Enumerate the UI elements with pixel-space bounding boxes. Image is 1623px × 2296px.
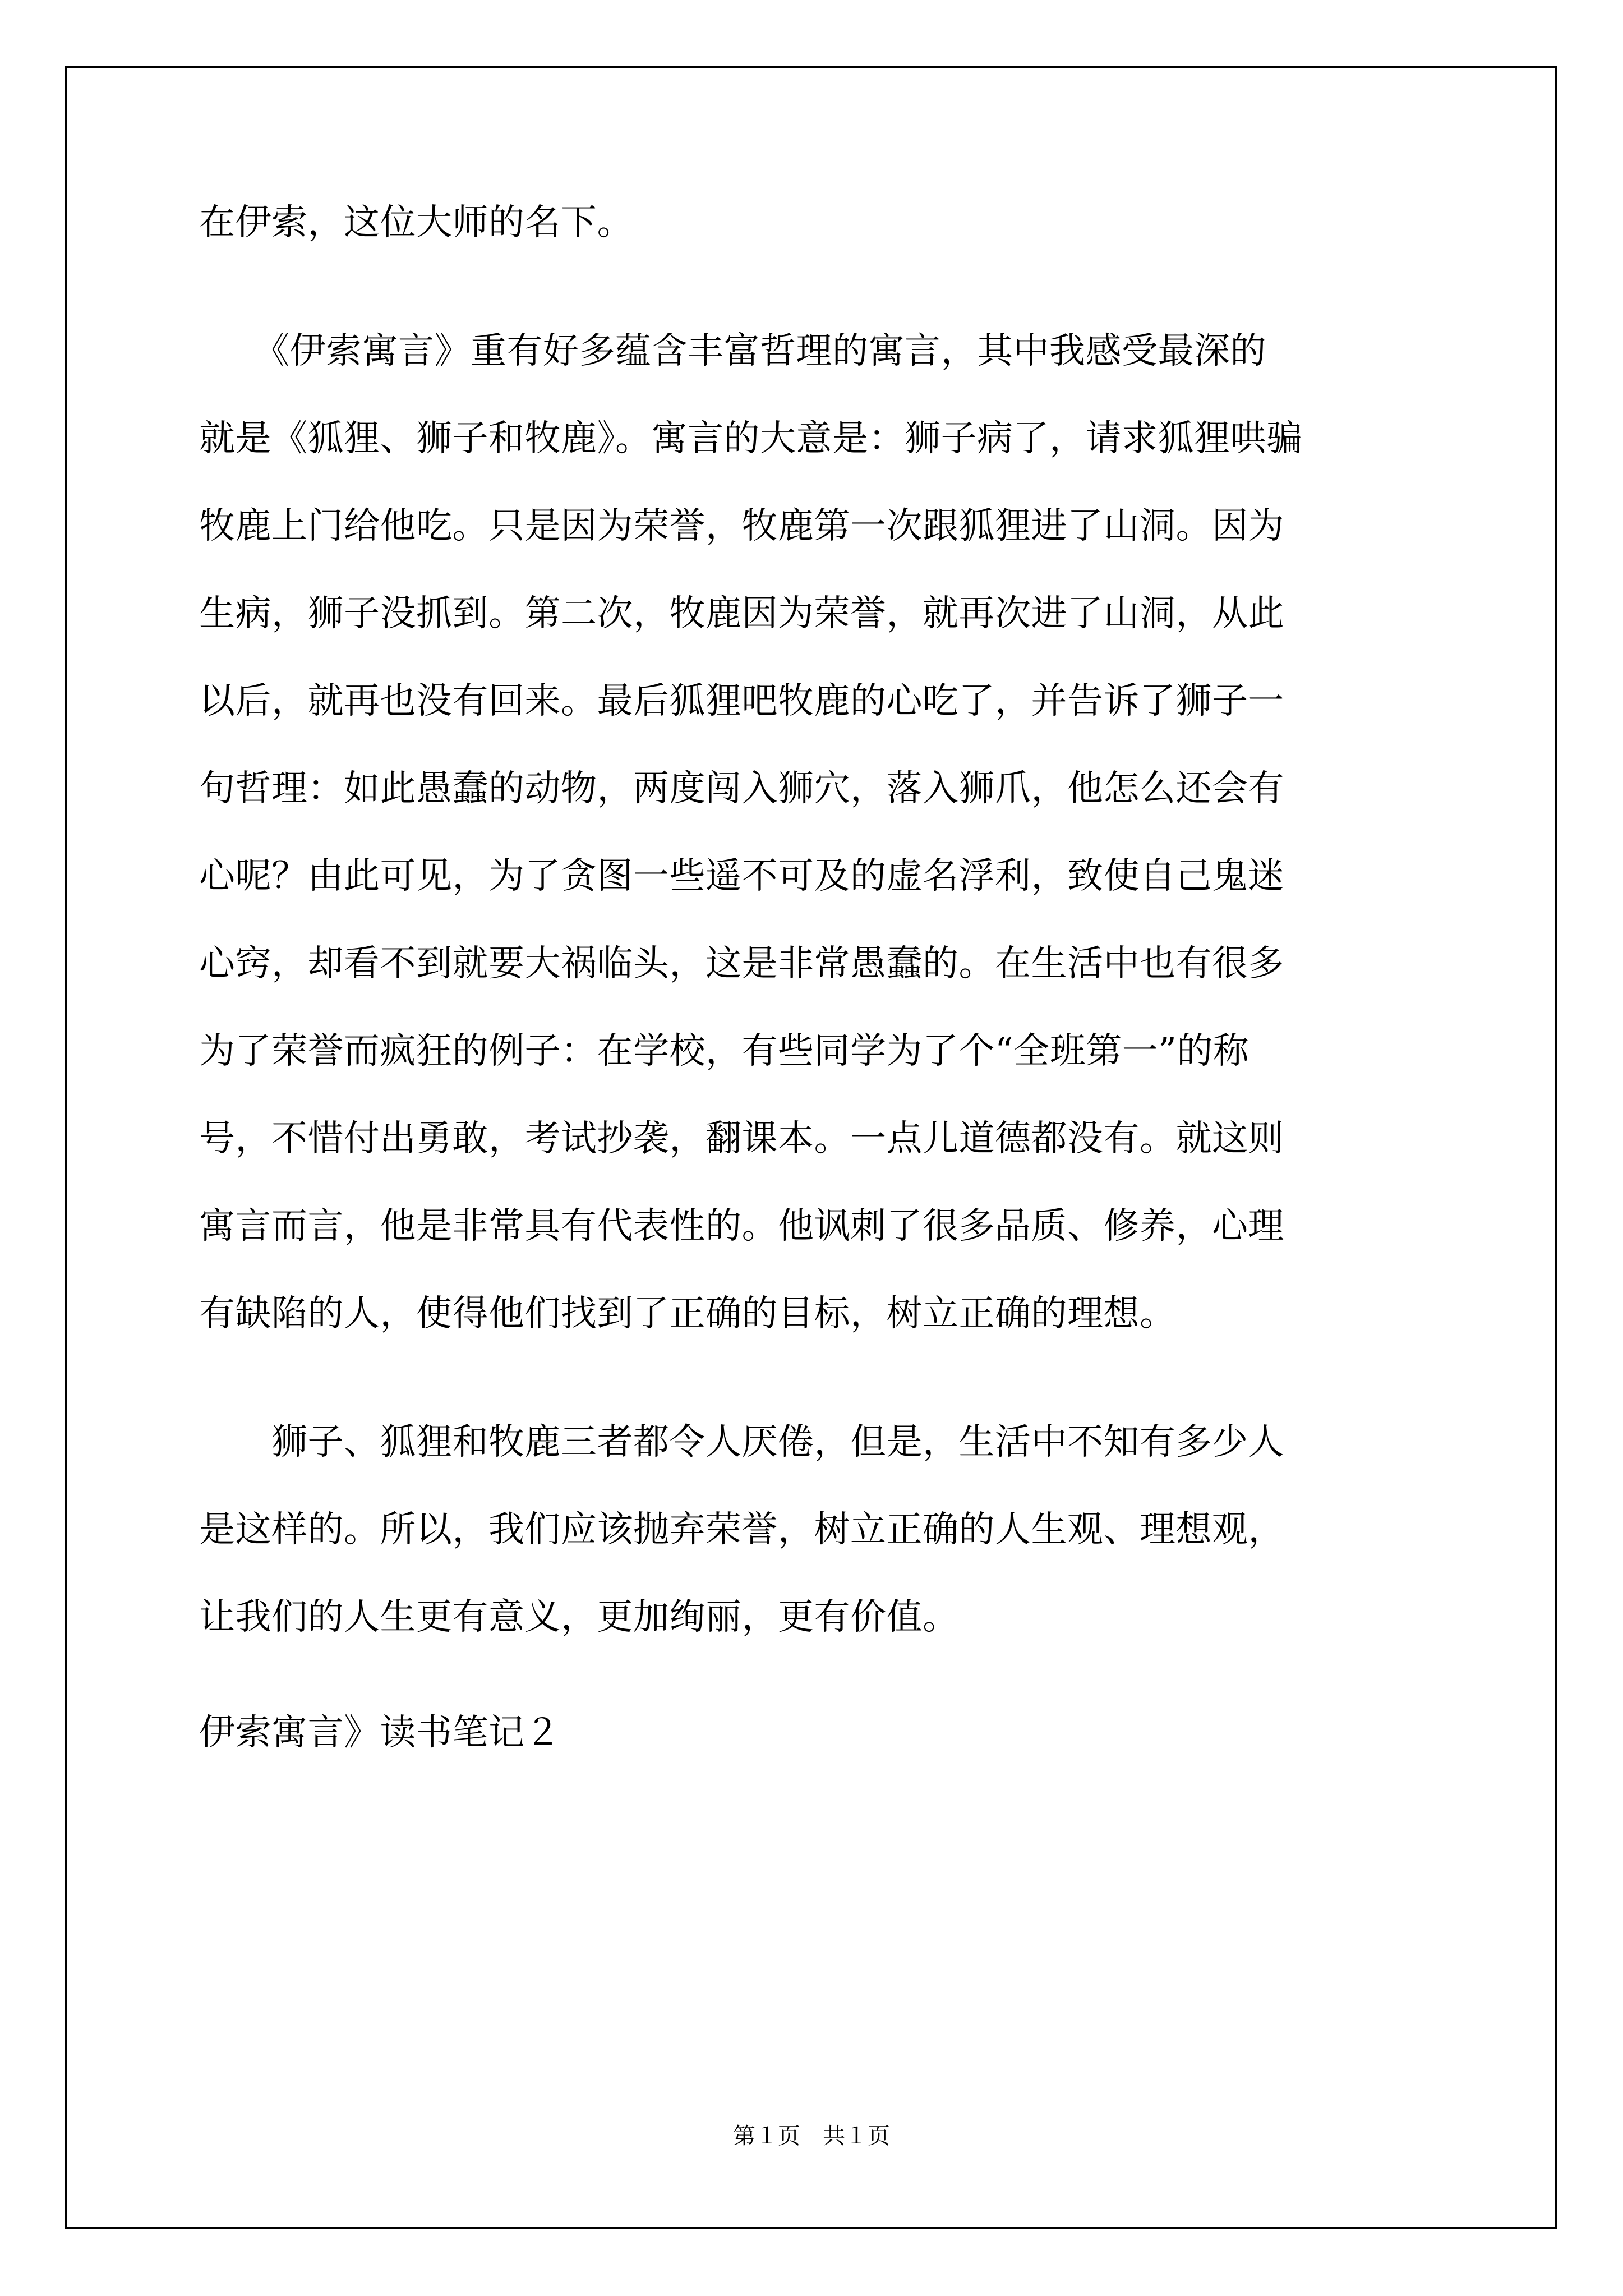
page-number-footer: 第１页 共１页: [733, 2123, 890, 2149]
text-line: 有缺陷的人，使得他们找到了正确的目标，树立正确的理想。: [199, 1293, 1176, 1335]
text-line: 心呢？由此可见，为了贪图一些遥不可及的虚名浮利，致使自己鬼迷: [199, 855, 1284, 897]
text-line: 生病，狮子没抓到。第二次，牧鹿因为荣誉，就再次进了山洞，从此: [199, 593, 1284, 634]
text-line: 是这样的。所以，我们应该抛弃荣誉，树立正确的人生观、理想观，: [199, 1509, 1284, 1550]
text-line: 句哲理：如此愚蠢的动物，两度闯入狮穴，落入狮爪，他怎么还会有: [199, 768, 1284, 809]
text-line: 就是《狐狸、狮子和牧鹿》。寓言的大意是：狮子病了，请求狐狸哄骗: [199, 418, 1303, 459]
text-line: 寓言而言，他是非常具有代表性的。他讽刺了很多品质、修养，心理: [199, 1205, 1284, 1247]
document-body: [199, 202, 1422, 1754]
text-line: 号，不惜付出勇敢，考试抄袭，翻课本。一点儿道德都没有。就这则: [199, 1118, 1284, 1159]
paragraph-start-line: 《伊索寓言》重有好多蕴含丰富哲理的寓言，其中我感受最深的: [199, 330, 1266, 372]
text-line: 在伊索，这位大师的名下。: [199, 202, 633, 243]
paragraph-start-line: 狮子、狐狸和牧鹿三者都令人厌倦，但是，生活中不知有多少人: [199, 1421, 1284, 1463]
text-line: 为了荣誉而疯狂的例子：在学校，有些同学为了个“全班第一”的称: [199, 1030, 1249, 1072]
section-heading: 伊索寓言》读书笔记２: [199, 1712, 561, 1754]
text-line: 牧鹿上门给他吃。只是因为荣誉，牧鹿第一次跟狐狸进了山洞。因为: [199, 505, 1284, 547]
text-line: 以后，就再也没有回来。最后狐狸吧牧鹿的心吃了，并告诉了狮子一: [199, 680, 1284, 722]
text-line: 心窍，却看不到就要大祸临头，这是非常愚蠢的。在生活中也有很多: [199, 943, 1284, 984]
text-line: 让我们的人生更有意义，更加绚丽，更有价值。: [199, 1596, 959, 1638]
